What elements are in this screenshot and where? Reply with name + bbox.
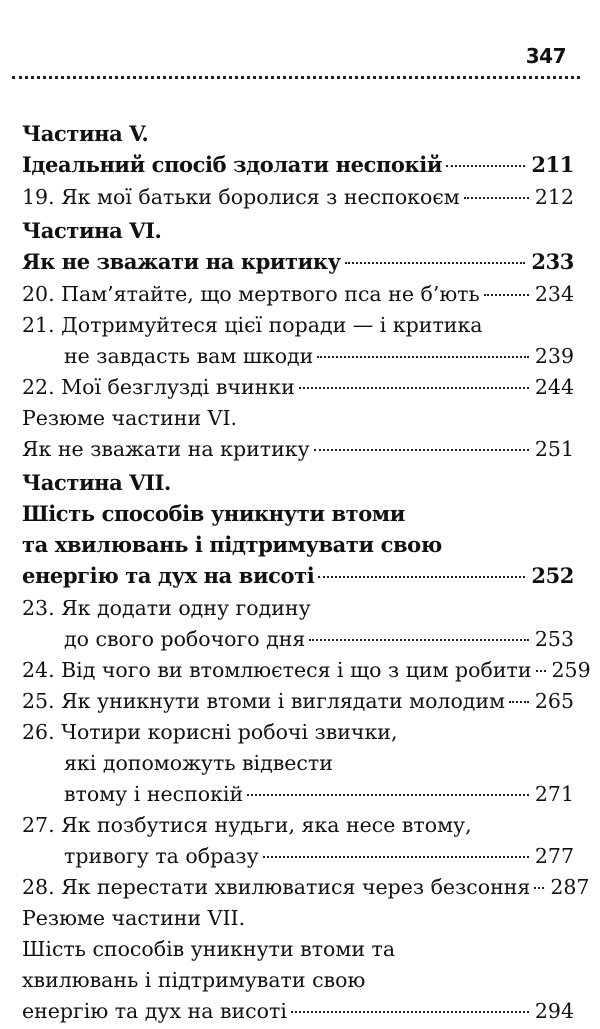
toc-entry-line [22, 434, 574, 465]
entry-title: Ідеальний спосіб здолати неспокій [22, 152, 443, 177]
entry-title: втому і неспокій [64, 782, 244, 806]
entry-title: 19. Як мої батьки боролися з неспокоєм [22, 185, 460, 209]
dot-leader [484, 294, 529, 296]
entry-page-number: 287 [550, 875, 590, 899]
entry-page-number: 265 [534, 689, 574, 713]
toc-entry-line [22, 810, 574, 841]
entry-title: не завдасть вам шкоди [64, 344, 314, 368]
toc-entry [22, 593, 574, 655]
entry-title: 26. Чотири корисні робочі звички, [22, 720, 398, 744]
dot-leader [446, 165, 525, 167]
toc-entry [22, 810, 574, 872]
part-heading-line [22, 215, 574, 246]
dot-leader [345, 262, 526, 264]
entry-page-number: 271 [534, 782, 574, 806]
entry-title: енергію та дух на висоті [22, 563, 315, 588]
entry-title: Шість способів уникнути втоми [22, 501, 405, 526]
toc-entry [22, 310, 574, 372]
entry-title: 25. Як уникнути втоми і виглядати молодим [22, 689, 506, 713]
entry-page-number: 252 [531, 563, 574, 588]
toc-part [22, 467, 591, 1029]
entry-title: Частина VI. [22, 218, 162, 243]
toc-entry-line [22, 372, 574, 403]
part-heading-line [22, 246, 574, 277]
entry-page-number: 253 [534, 627, 574, 651]
entry-title: Частина VII. [22, 470, 171, 495]
toc-entry-line [22, 903, 574, 934]
toc-entry-line [22, 717, 574, 748]
entry-page-number: 251 [534, 437, 574, 461]
toc-entry-line [22, 965, 574, 996]
toc-entry [22, 717, 574, 810]
dot-leader [534, 887, 544, 889]
toc-entry [22, 655, 591, 686]
toc-entry-line [22, 655, 591, 686]
toc-entry-line [22, 748, 574, 779]
entry-title: 21. Дотримуйтеся цієї поради — і критика [22, 313, 483, 337]
part-heading-line [22, 498, 574, 529]
toc-entry [22, 372, 574, 403]
part-heading-line [22, 467, 574, 498]
entry-title: до свого робочого дня [64, 627, 306, 651]
dot-leader [317, 356, 529, 358]
toc-entry-line [22, 341, 574, 372]
toc-entry [22, 182, 574, 213]
entry-title: тривогу та образу [64, 844, 259, 868]
toc-entry-line [22, 624, 574, 655]
toc-entry-line [22, 779, 574, 810]
toc-entry [22, 279, 574, 310]
dot-leader [299, 387, 529, 389]
table-of-contents [22, 118, 591, 1029]
entry-title: Шість способів уникнути втоми та [22, 937, 396, 961]
entry-page-number: 244 [534, 375, 574, 399]
toc-entry-line [22, 403, 574, 434]
entry-title: енергію та дух на висоті [22, 999, 287, 1023]
toc-entry [22, 903, 574, 1027]
entry-title: 23. Як додати одну годину [22, 596, 311, 620]
toc-entry [22, 403, 574, 465]
entry-title: 24. Від чого ви втомлюєтеся і що з цим робити [22, 658, 532, 682]
entry-title: Частина V. [22, 121, 149, 146]
toc-entry-line [22, 686, 574, 717]
entry-title: 20. Пам’ятайте, що мертвого пса не б’ють [22, 282, 480, 306]
page-number: 347 [525, 44, 566, 68]
entry-title: Резюме частини VII. [22, 906, 246, 930]
dot-leader [291, 1011, 529, 1013]
toc-part [22, 215, 574, 467]
toc-entry [22, 686, 574, 717]
toc-entry-line [22, 934, 574, 965]
part-heading-line [22, 149, 574, 180]
entry-page-number: 212 [534, 185, 574, 209]
part-heading-line [22, 529, 574, 560]
entry-page-number: 294 [534, 999, 574, 1023]
dot-leader [318, 576, 525, 578]
part-heading-line [22, 118, 574, 149]
entry-title: та хвилювань і підтримувати свою [22, 532, 442, 557]
entry-page-number: 234 [534, 282, 574, 306]
entry-page-number: 239 [534, 344, 574, 368]
entry-title: Як не зважати на критику [22, 437, 310, 461]
toc-entry-line [22, 996, 574, 1027]
entry-page-number: 277 [534, 844, 574, 868]
entry-title: Як не зважати на критику [22, 249, 341, 274]
dot-leader [464, 197, 529, 199]
toc-entry-line [22, 593, 574, 624]
entry-page-number: 233 [531, 249, 574, 274]
entry-title: 22. Мої безглузді вчинки [22, 375, 295, 399]
toc-entry-line [22, 872, 590, 903]
dot-leader [263, 856, 529, 858]
entry-page-number: 211 [531, 152, 574, 177]
entry-page-number: 259 [551, 658, 591, 682]
dot-leader [314, 449, 529, 451]
dot-leader [309, 639, 529, 641]
entry-title: 27. Як позбутися нудьги, яка несе втому, [22, 813, 472, 837]
toc-entry-line [22, 841, 574, 872]
entry-title: які допоможуть відвести [64, 751, 333, 775]
toc-entry-line [22, 182, 574, 213]
entry-title: 28. Як перестати хвилюватися через безсоння [22, 875, 531, 899]
toc-entry-line [22, 310, 574, 341]
header-dotted-rule [12, 76, 580, 79]
toc-part [22, 118, 574, 215]
part-heading-line [22, 560, 574, 591]
toc-entry [22, 872, 590, 903]
entry-title: хвилювань і підтримувати свою [22, 968, 366, 992]
dot-leader [247, 794, 529, 796]
dot-leader [536, 670, 546, 672]
dot-leader [509, 701, 529, 703]
entry-title: Резюме частини VI. [22, 406, 238, 430]
toc-entry-line [22, 279, 574, 310]
